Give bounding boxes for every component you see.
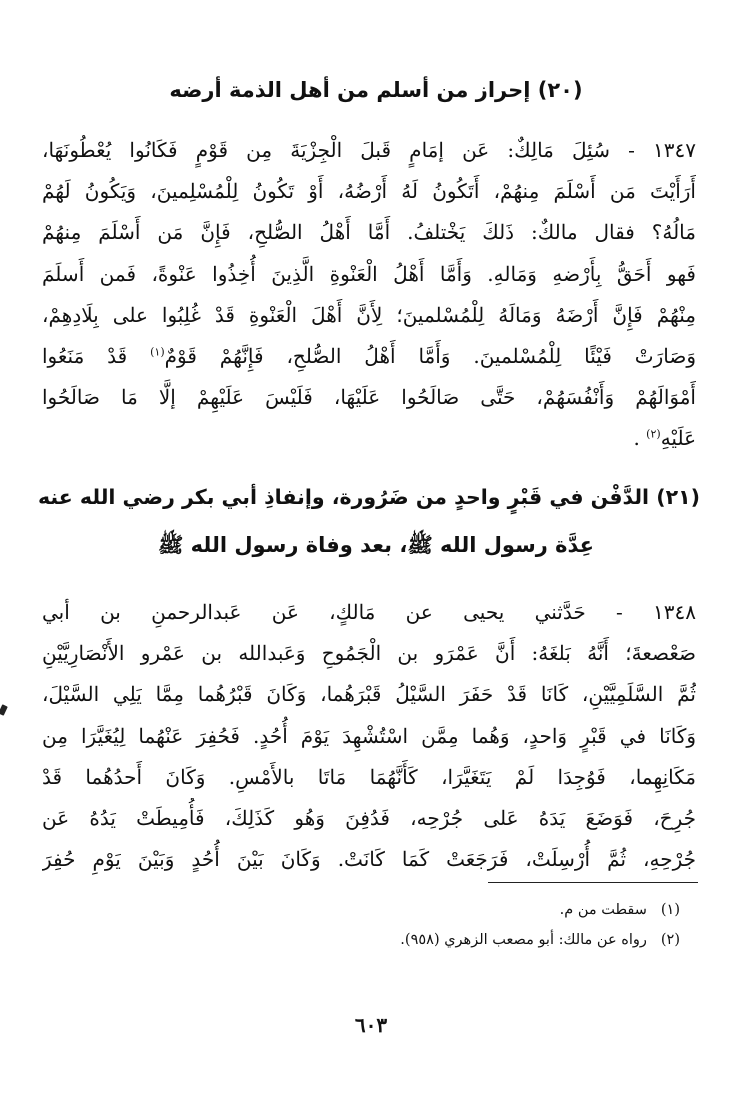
text-line: مِنْهُمْ فَإِنَّ أَرْضَهُ وَمَالَهُ لِلْمُسْلمينَ؛ لِأَنَّ أَهْلَ الْعَنْوةِ قَدْ غُلِبُوا على بِلَادِهِمْ، [42,302,696,327]
text-line: مَالُهُ؟ فقال مالكٌ: ذَلكَ يَخْتلفُ. أَمَّا أَهْلُ الصُّلحِ، فَإِنَّ مَن أَسْلَمَ مِنهُمْ [42,220,696,245]
text-segment: وَصَارَتْ فَيْئًا لِلْمُسْلمينَ. وَأَمَّا أَهْلُ الصُّلحِ، فَإِنَّهُمْ قَوْمٌ [164,343,696,368]
footnote-text: سقطت من م. [559,902,647,918]
footnote-marker: (٢) [646,427,661,441]
text-line: جُرْحِهِ، ثُمَّ أُرْسِلَتْ، فَرَجَعَتْ كَمَا كَانَتْ. وَكَانَ بَيْنَ أُحُدٍ وَبَيْنَ يَوْمِ حُفِرَ [42,847,696,872]
text-segment: عَلَيْهِ [660,426,696,451]
section-heading-21: (٢١) الدَّفْن في قَبْرٍ واحدٍ من ضَرُورة، وإنفاذِ أبي بكر رضي الله عنه [37,485,700,509]
footnote-marker: (١) [150,345,165,359]
section-heading-20: (٢٠) إحراز من أسلم من أهل الذمة أرضه [169,78,583,102]
scan-mark [0,704,8,716]
footnote-divider [488,882,698,883]
text-line: أَرَأَيْتَ مَن أَسْلَمَ مِنهُمْ، أَتَكُونُ لَهُ أَرْضُهُ، أَوْ تَكُونُ لِلْمُسْلِمينَ، وَيَكُونُ لَهُمْ [42,179,696,204]
text-line: وَكَانَا في قَبْرٍ وَاحدٍ، وَهُما مِمَّن اسْتُشْهِدَ يَوْمَ أُحُدٍ. فَحُفِرَ عَنْهُما لِيُغَيَّرَا مِن [42,723,696,748]
text-line: ثُمَّ السَّلَمِيَّيْنِ، كَانَا قَدْ حَفَرَ السَّيْلُ قَبْرَهُما، وَكَانَ قَبْرُهُما مِمَّا يَلِي السَّيْلَ، [42,682,696,707]
paragraph-1347 [42,130,696,460]
text-line: أَمْوَالَهُمْ وَأَنْفُسَهُمْ، حَتَّى صَالَحُوا عَلَيْهَا، فَلَيْسَ عَلَيْهِمْ إلَّا مَا صَالَحُوا [42,385,696,410]
paragraph-1348 [42,592,696,880]
text-line: مَكَانِهِما، فَوُجِدَا لَمْ يَتَغَيَّرَا، كَأَنَّهُمَا مَاتَا بالأَمْسِ. وَكَانَ أَحدُهُما قَدْ [42,764,696,789]
text-line-with-footnote [42,418,696,459]
text-line: ١٣٤٧ - سُئِلَ مَالِكٌ: عَن إمَامٍ قَبلَ الْجِزْيَةَ مِن قَوْمٍ فَكَانُوا يُعْطُونَهَا، [42,138,696,162]
section-heading-21-line-2: عِدَّة رسول الله ﷺ، بعد وفاة رسول الله ﷺ [157,533,595,557]
footnote-text: رواه عن مالك: أبو مصعب الزهري (٩٥٨). [400,932,647,948]
footnote-number: (١) [660,902,680,918]
footnote-1 [560,897,680,923]
text-line: فَهو أَحَقُّ بِأَرْضهِ وَمَالهِ. وَأَمَّا أَهْلُ الْعَنْوةِ الَّذِينَ أُخِذُوا عَنْوةً، فَمن أَسلَمَ [42,261,696,286]
footnote-2 [400,927,680,953]
text-line: جُرِحَ، فَوَضَعَ يَدَهُ عَلى جُرْحِه، فَدُفِنَ وَهُو كَذَلِكَ، فَأُمِيطَتْ يَدُهُ عَن [42,805,696,830]
text-line: صَعْصعةَ؛ أَنَّهُ بَلغَهُ: أَنَّ عَمْرَو بن الْجَمُوحِ وَعَبدالله بن عَمْرو الأَنْصَارِيَّيْنِ [42,641,696,666]
text-segment: قَدْ مَنَعُوا [42,343,128,368]
footnote-number: (٢) [660,932,680,948]
text-line: ١٣٤٨ - حَدَّثني يحيى عن مَالكٍ، عَن عَبدالرحمنِ بن أبي [42,600,696,624]
page-number: ٦٠٣ [354,1013,388,1037]
full-stop: . [633,426,640,451]
text-line-with-footnote [42,336,696,377]
